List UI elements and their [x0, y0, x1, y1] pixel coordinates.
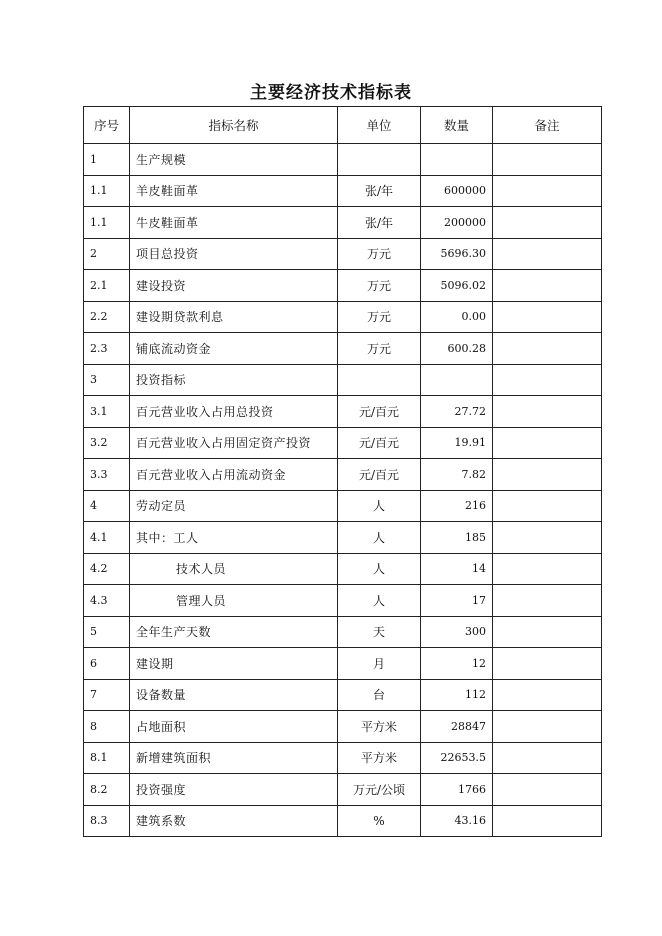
row-qty-cell: 5096.02 [421, 270, 493, 302]
table-row [84, 679, 602, 711]
row-note-cell [493, 175, 602, 207]
row-note-cell [493, 364, 602, 396]
row-no-cell: 8 [84, 711, 130, 743]
header-name: 指标名称 [130, 107, 338, 144]
row-note-cell [493, 427, 602, 459]
row-name-cell: 投资指标 [130, 364, 338, 396]
row-no-cell: 3.3 [84, 459, 130, 491]
row-note-cell [493, 207, 602, 239]
row-name-cell: 牛皮鞋面革 [130, 207, 338, 239]
table-row [84, 805, 602, 837]
row-name-cell: 项目总投资 [130, 238, 338, 270]
row-qty-cell: 600.28 [421, 333, 493, 365]
row-qty-cell: 43.16 [421, 805, 493, 837]
row-no-cell: 3.2 [84, 427, 130, 459]
row-note-cell [493, 711, 602, 743]
row-qty-cell: 5696.30 [421, 238, 493, 270]
row-no-cell: 2.3 [84, 333, 130, 365]
row-qty-cell: 0.00 [421, 301, 493, 333]
header-note: 备注 [493, 107, 602, 144]
row-qty-cell: 14 [421, 553, 493, 585]
row-unit-cell [338, 144, 421, 176]
table-row [84, 742, 602, 774]
header-unit: 单位 [338, 107, 421, 144]
row-no-cell: 4.3 [84, 585, 130, 617]
row-unit-cell: % [338, 805, 421, 837]
row-qty-cell: 216 [421, 490, 493, 522]
table-row [84, 585, 602, 617]
row-qty-cell: 7.82 [421, 459, 493, 491]
row-no-cell: 2.1 [84, 270, 130, 302]
table-row [84, 711, 602, 743]
row-name-cell: 建筑系数 [130, 805, 338, 837]
row-qty-cell: 12 [421, 648, 493, 680]
row-note-cell [493, 742, 602, 774]
row-no-cell: 8.2 [84, 774, 130, 806]
row-name-cell: 百元营业收入占用固定资产投资 [130, 427, 338, 459]
row-qty-cell: 600000 [421, 175, 493, 207]
table-row [84, 490, 602, 522]
row-name-cell: 管理人员 [130, 585, 338, 617]
row-note-cell [493, 805, 602, 837]
row-qty-cell: 185 [421, 522, 493, 554]
row-note-cell [493, 648, 602, 680]
row-qty-cell: 300 [421, 616, 493, 648]
row-no-cell: 4.1 [84, 522, 130, 554]
row-qty-cell [421, 144, 493, 176]
header-qty: 数量 [421, 107, 493, 144]
row-name-cell: 建设期贷款利息 [130, 301, 338, 333]
row-no-cell: 1.1 [84, 207, 130, 239]
table-body [84, 144, 602, 837]
row-unit-cell: 元/百元 [338, 459, 421, 491]
row-qty-cell [421, 364, 493, 396]
row-note-cell [493, 144, 602, 176]
row-unit-cell: 张/年 [338, 175, 421, 207]
row-name-cell: 生产规模 [130, 144, 338, 176]
table-row [84, 648, 602, 680]
table-row [84, 522, 602, 554]
row-no-cell: 1 [84, 144, 130, 176]
row-name-cell: 铺底流动资金 [130, 333, 338, 365]
row-note-cell [493, 396, 602, 428]
row-qty-cell: 19.91 [421, 427, 493, 459]
row-name-cell: 投资强度 [130, 774, 338, 806]
row-unit-cell: 人 [338, 585, 421, 617]
row-unit-cell: 万元 [338, 301, 421, 333]
row-unit-cell: 万元 [338, 238, 421, 270]
row-name-cell: 占地面积 [130, 711, 338, 743]
table-row [84, 238, 602, 270]
row-unit-cell: 人 [338, 553, 421, 585]
row-no-cell: 3 [84, 364, 130, 396]
row-name-cell: 技术人员 [130, 553, 338, 585]
row-unit-cell: 台 [338, 679, 421, 711]
row-unit-cell: 张/年 [338, 207, 421, 239]
row-unit-cell: 万元 [338, 270, 421, 302]
row-unit-cell [338, 364, 421, 396]
row-unit-cell: 人 [338, 522, 421, 554]
row-note-cell [493, 774, 602, 806]
row-note-cell [493, 238, 602, 270]
row-qty-cell: 27.72 [421, 396, 493, 428]
row-name-cell: 建设投资 [130, 270, 338, 302]
row-name-cell: 设备数量 [130, 679, 338, 711]
table-row [84, 333, 602, 365]
table-row [84, 427, 602, 459]
indicator-table [83, 106, 602, 837]
row-qty-cell: 112 [421, 679, 493, 711]
row-qty-cell: 200000 [421, 207, 493, 239]
table-header-row [84, 107, 602, 144]
row-unit-cell: 平方米 [338, 711, 421, 743]
row-note-cell [493, 270, 602, 302]
row-note-cell [493, 459, 602, 491]
row-note-cell [493, 616, 602, 648]
table-row [84, 175, 602, 207]
row-no-cell: 4 [84, 490, 130, 522]
row-unit-cell: 人 [338, 490, 421, 522]
row-name-cell: 其中：工人 [130, 522, 338, 554]
row-no-cell: 3.1 [84, 396, 130, 428]
row-unit-cell: 万元 [338, 333, 421, 365]
row-no-cell: 4.2 [84, 553, 130, 585]
row-unit-cell: 天 [338, 616, 421, 648]
table-row [84, 207, 602, 239]
row-no-cell: 1.1 [84, 175, 130, 207]
row-name-cell: 羊皮鞋面革 [130, 175, 338, 207]
row-name-cell: 建设期 [130, 648, 338, 680]
table-row [84, 396, 602, 428]
row-no-cell: 8.3 [84, 805, 130, 837]
row-note-cell [493, 333, 602, 365]
row-name-cell: 百元营业收入占用总投资 [130, 396, 338, 428]
row-no-cell: 5 [84, 616, 130, 648]
table-row [84, 774, 602, 806]
row-unit-cell: 元/百元 [338, 427, 421, 459]
row-qty-cell: 17 [421, 585, 493, 617]
row-unit-cell: 万元/公顷 [338, 774, 421, 806]
row-no-cell: 6 [84, 648, 130, 680]
page-title: 主要经济技术指标表 [250, 83, 412, 103]
row-no-cell: 2 [84, 238, 130, 270]
table-row [84, 616, 602, 648]
table-row [84, 301, 602, 333]
row-unit-cell: 平方米 [338, 742, 421, 774]
row-note-cell [493, 585, 602, 617]
row-note-cell [493, 301, 602, 333]
table-row [84, 553, 602, 585]
row-no-cell: 2.2 [84, 301, 130, 333]
row-no-cell: 8.1 [84, 742, 130, 774]
row-unit-cell: 月 [338, 648, 421, 680]
table-row [84, 144, 602, 176]
row-unit-cell: 元/百元 [338, 396, 421, 428]
row-note-cell [493, 553, 602, 585]
row-name-cell: 新增建筑面积 [130, 742, 338, 774]
row-qty-cell: 1766 [421, 774, 493, 806]
row-name-cell: 劳动定员 [130, 490, 338, 522]
row-name-cell: 全年生产天数 [130, 616, 338, 648]
header-no: 序号 [84, 107, 130, 144]
row-qty-cell: 28847 [421, 711, 493, 743]
row-name-cell: 百元营业收入占用流动资金 [130, 459, 338, 491]
table-row [84, 364, 602, 396]
row-no-cell: 7 [84, 679, 130, 711]
table-row [84, 459, 602, 491]
row-qty-cell: 22653.5 [421, 742, 493, 774]
row-note-cell [493, 522, 602, 554]
table-row [84, 270, 602, 302]
row-note-cell [493, 679, 602, 711]
row-note-cell [493, 490, 602, 522]
